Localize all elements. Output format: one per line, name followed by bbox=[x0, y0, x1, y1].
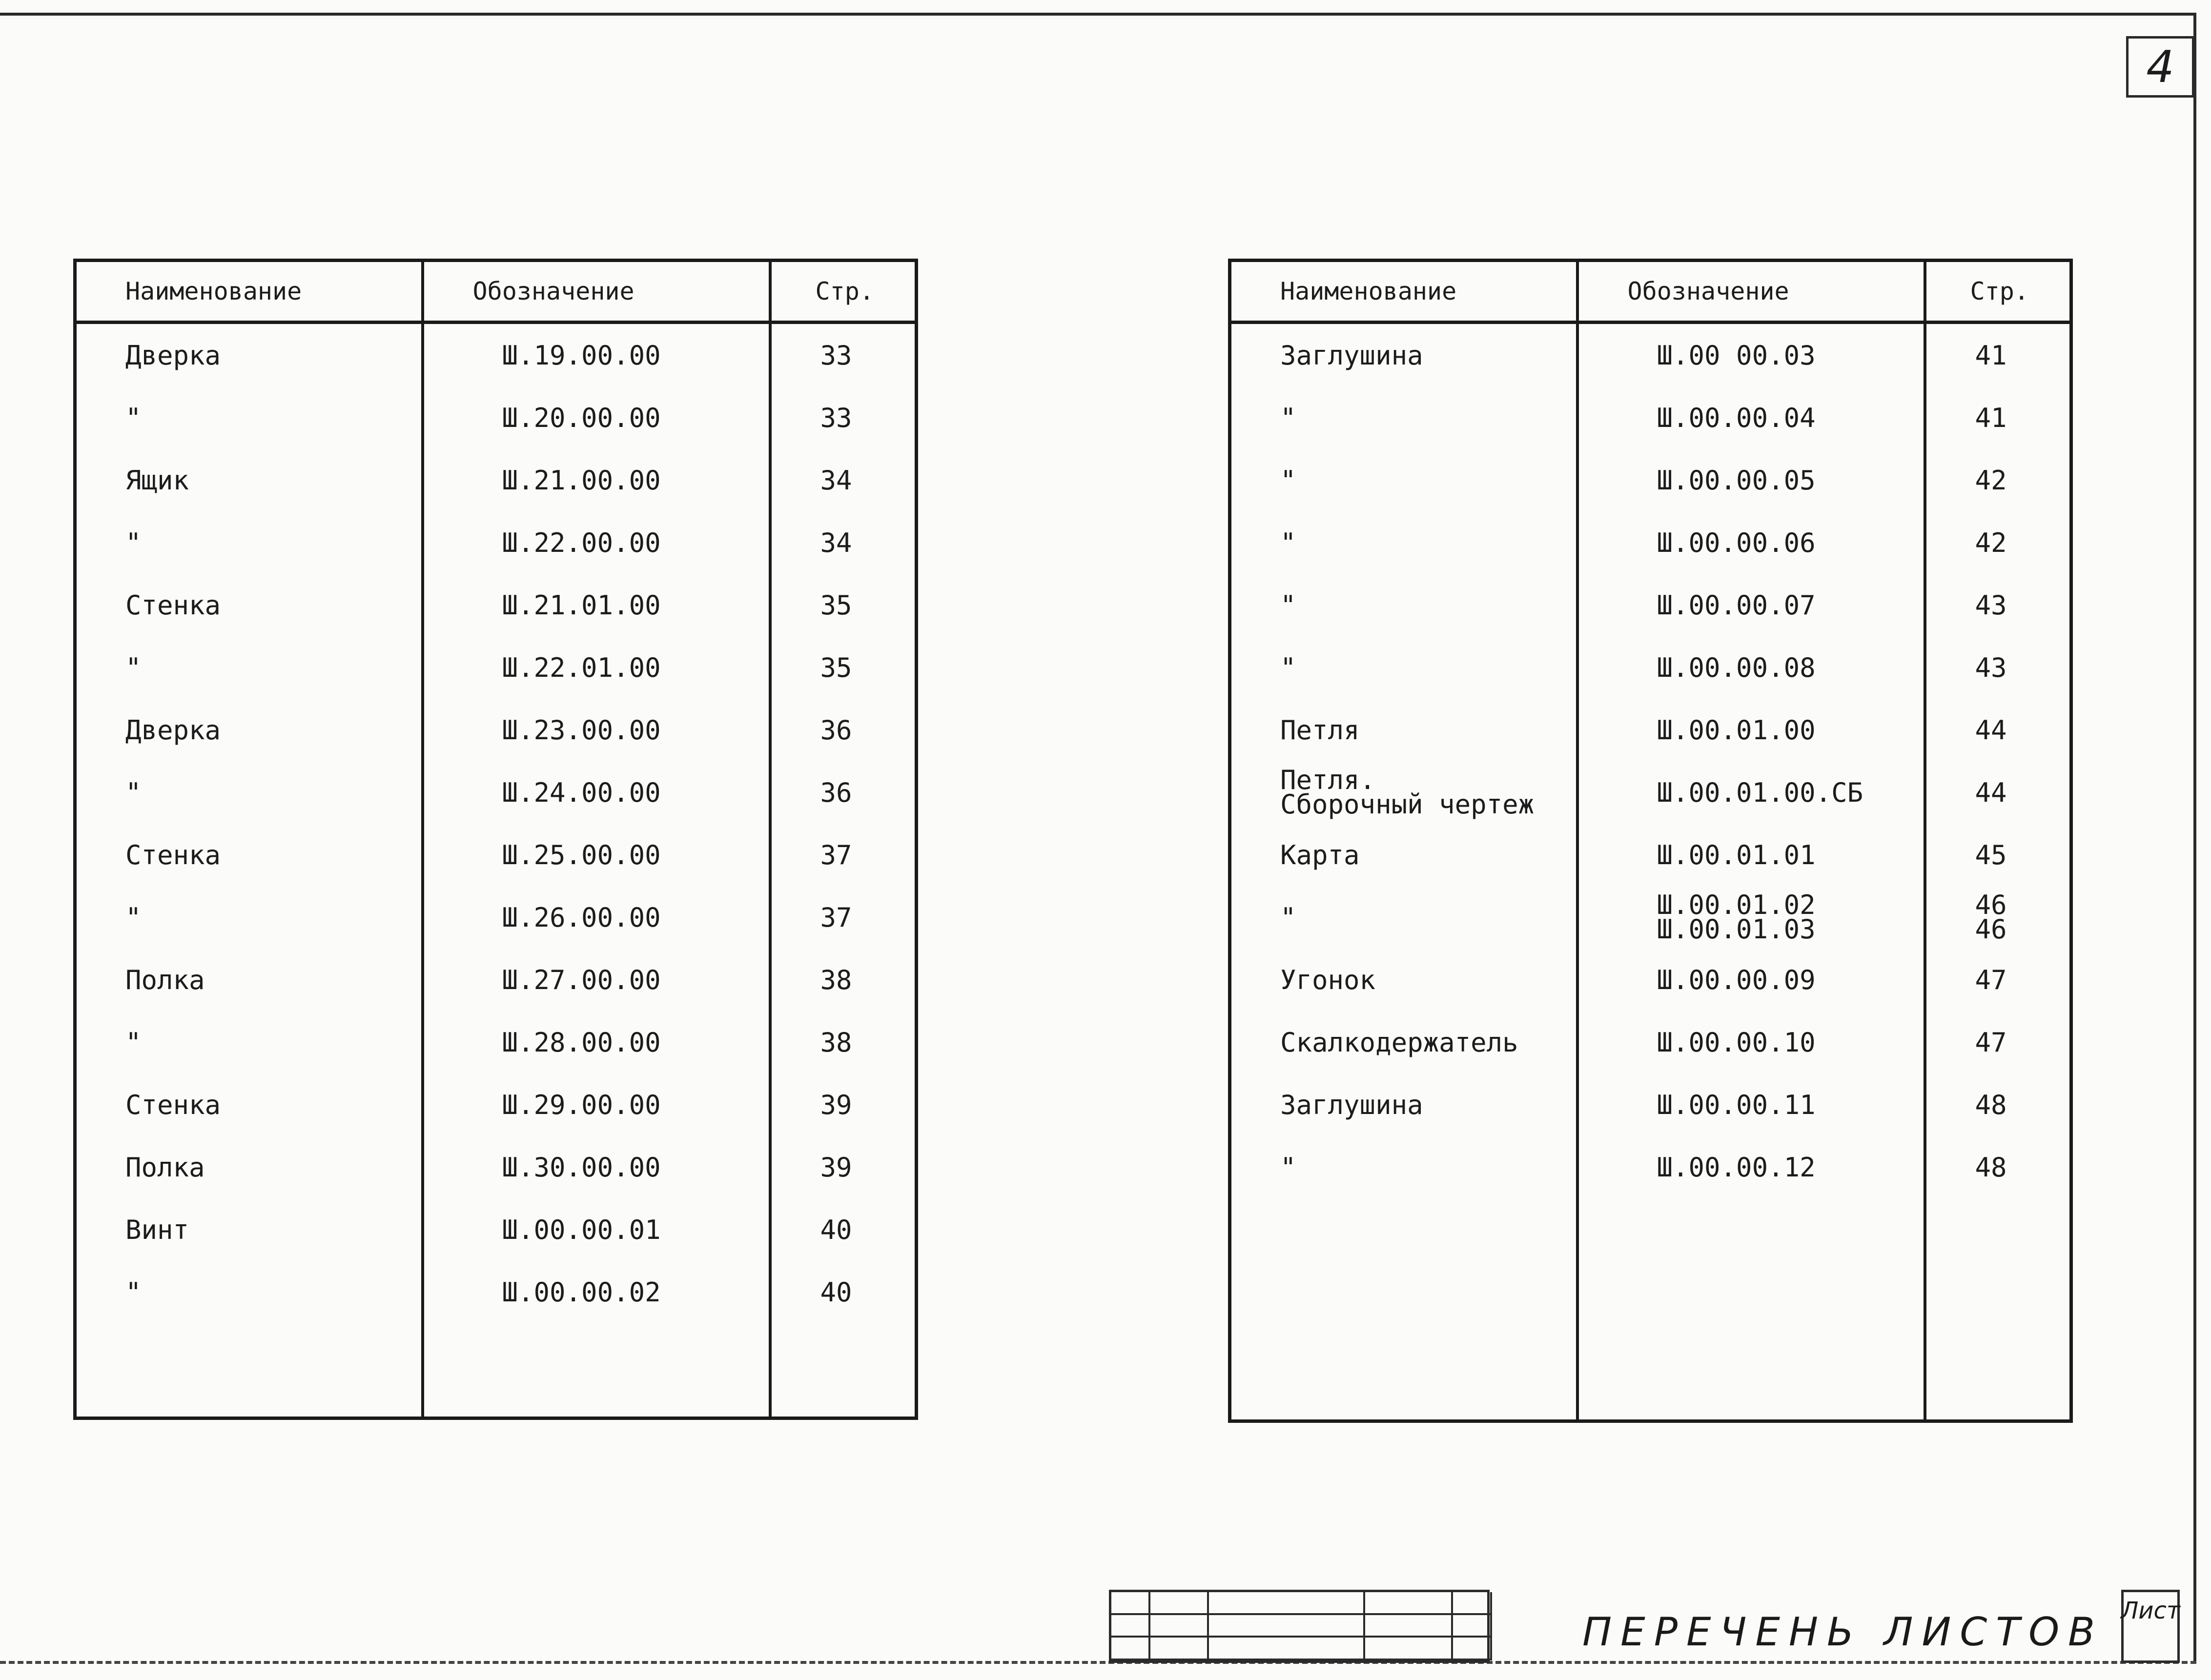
row-designation: Ш.25.00.00 bbox=[423, 824, 770, 886]
table-row bbox=[75, 699, 917, 761]
row-designation: Ш.23.00.00 bbox=[423, 699, 770, 761]
row-designation: Ш.00 00.03 bbox=[1577, 323, 1925, 387]
table-row bbox=[75, 949, 917, 1011]
row-page: 40 bbox=[820, 1214, 852, 1245]
header-page: Стр. bbox=[1925, 261, 2071, 323]
row-page: 34 bbox=[820, 527, 852, 558]
right-sheet-list-table bbox=[1228, 259, 2073, 1423]
row-page: 35 bbox=[820, 589, 852, 621]
table-row bbox=[75, 636, 917, 699]
row-page: 33 bbox=[820, 402, 852, 433]
table-row bbox=[1230, 511, 2071, 574]
header-page: Стр. bbox=[770, 261, 917, 323]
row-designation: Ш.00.00.04 bbox=[1577, 386, 1925, 449]
row-name: " bbox=[75, 1261, 423, 1323]
title-block bbox=[1109, 1590, 2183, 1663]
row-name: Дверка bbox=[75, 699, 423, 761]
row-designation: Ш.00.00.05 bbox=[1577, 449, 1925, 511]
row-name: " bbox=[75, 636, 423, 699]
row-page: 41 bbox=[1975, 402, 2007, 433]
row-designation: Ш.21.00.00 bbox=[423, 449, 770, 511]
row-name: Ящик bbox=[75, 449, 423, 511]
row-name: Полка bbox=[75, 1136, 423, 1198]
row-designation: Ш.22.00.00 bbox=[423, 511, 770, 574]
row-page: 48 bbox=[1975, 1152, 2007, 1183]
filler-row bbox=[1230, 1198, 2071, 1421]
header-name: Наименование bbox=[75, 261, 423, 323]
filler-cell bbox=[1577, 1198, 1925, 1421]
row-name: Стенка bbox=[75, 574, 423, 636]
row-designation: Ш.00.00.09 bbox=[1577, 949, 1925, 1011]
row-designation: Ш.21.01.00 bbox=[423, 574, 770, 636]
row-page: 38 bbox=[820, 964, 852, 995]
row-designation: Ш.00.00.06 bbox=[1577, 511, 1925, 574]
table-row bbox=[75, 886, 917, 949]
table-row bbox=[1230, 1073, 2071, 1136]
row-designation: Ш.22.01.00 bbox=[423, 636, 770, 699]
row-page: 38 bbox=[820, 1027, 852, 1058]
table-row bbox=[1230, 449, 2071, 511]
filler-row bbox=[75, 1323, 917, 1418]
table-row bbox=[75, 323, 917, 387]
row-name: " bbox=[1230, 574, 1577, 636]
row-page: 43 bbox=[1975, 652, 2007, 683]
table-header-row bbox=[75, 261, 917, 323]
row-name: Дверка bbox=[75, 323, 423, 387]
filler-cell bbox=[1230, 1198, 1577, 1421]
table-row bbox=[1230, 761, 2071, 824]
row-designation: Ш.00.00.10 bbox=[1577, 1011, 1925, 1073]
row-page: 42 bbox=[1975, 527, 2007, 558]
row-designation: Ш.00.00.02 bbox=[423, 1261, 770, 1323]
row-name: Угонок bbox=[1230, 949, 1577, 1011]
row-page: 35 bbox=[820, 652, 852, 683]
table-row bbox=[1230, 949, 2071, 1011]
row-name: " bbox=[1230, 636, 1577, 699]
row-page: 45 bbox=[1975, 839, 2007, 870]
row-name: " bbox=[1230, 511, 1577, 574]
document-title: ПЕРЕЧЕНЬ ЛИСТОВ bbox=[1582, 1609, 2104, 1655]
row-designation: Ш.30.00.00 bbox=[423, 1136, 770, 1198]
row-page: 39 bbox=[820, 1152, 852, 1183]
row-name: Стенка bbox=[75, 1073, 423, 1136]
row-designation: Ш.29.00.00 bbox=[423, 1073, 770, 1136]
row-designation: Ш.00.00.08 bbox=[1577, 636, 1925, 699]
table-row bbox=[75, 1073, 917, 1136]
table-row bbox=[1230, 824, 2071, 886]
row-name: " bbox=[1230, 1136, 1577, 1198]
row-designation: Ш.20.00.00 bbox=[423, 386, 770, 449]
frame-right-border bbox=[2193, 15, 2196, 1664]
row-name: " bbox=[1230, 886, 1577, 949]
table-row bbox=[75, 1261, 917, 1323]
row-name: " bbox=[1230, 386, 1577, 449]
row-page: 47 bbox=[1975, 964, 2007, 995]
table-row bbox=[75, 1198, 917, 1261]
row-name: Карта bbox=[1230, 824, 1577, 886]
row-designation: Ш.00.01.02 Ш.00.01.03 bbox=[1577, 886, 1925, 949]
row-designation: Ш.27.00.00 bbox=[423, 949, 770, 1011]
row-name: Скалкодержатель bbox=[1230, 1011, 1577, 1073]
row-page: 48 bbox=[1975, 1089, 2007, 1120]
row-designation: Ш.26.00.00 bbox=[423, 886, 770, 949]
table-row bbox=[75, 824, 917, 886]
table-row bbox=[75, 386, 917, 449]
row-name: Заглушина bbox=[1230, 323, 1577, 387]
table-row bbox=[75, 574, 917, 636]
table-row bbox=[75, 449, 917, 511]
row-page: 37 bbox=[820, 839, 852, 870]
row-designation: Ш.00.00.12 bbox=[1577, 1136, 1925, 1198]
row-name: " bbox=[75, 511, 423, 574]
row-name: " bbox=[75, 886, 423, 949]
row-name: " bbox=[75, 1011, 423, 1073]
table-row bbox=[1230, 386, 2071, 449]
table-row bbox=[75, 511, 917, 574]
filler-cell bbox=[423, 1323, 770, 1418]
row-designation: Ш.19.00.00 bbox=[423, 323, 770, 387]
filler-cell bbox=[75, 1323, 423, 1418]
left-sheet-list-table bbox=[73, 259, 918, 1420]
row-page: 44 bbox=[1975, 777, 2007, 808]
sheet-label: Лист bbox=[2121, 1590, 2180, 1663]
row-designation: Ш.00.01.01 bbox=[1577, 824, 1925, 886]
table-header-row bbox=[1230, 261, 2071, 323]
header-name: Наименование bbox=[1230, 261, 1577, 323]
row-name: Заглушина bbox=[1230, 1073, 1577, 1136]
row-page: 37 bbox=[820, 902, 852, 933]
row-name: " bbox=[75, 386, 423, 449]
row-name: Винт bbox=[75, 1198, 423, 1261]
row-name: " bbox=[1230, 449, 1577, 511]
table-row bbox=[1230, 1011, 2071, 1073]
table-row bbox=[1230, 699, 2071, 761]
table-row bbox=[1230, 323, 2071, 387]
row-name: Полка bbox=[75, 949, 423, 1011]
row-page: 43 bbox=[1975, 589, 2007, 621]
header-designation: Обозначение bbox=[423, 261, 770, 323]
row-page: 36 bbox=[820, 777, 852, 808]
row-page: 44 bbox=[1975, 714, 2007, 746]
row-designation: Ш.00.00.01 bbox=[423, 1198, 770, 1261]
table-row bbox=[1230, 1136, 2071, 1198]
table-row bbox=[75, 1011, 917, 1073]
row-page: 41 bbox=[1975, 340, 2007, 371]
table-row bbox=[1230, 574, 2071, 636]
row-page: 40 bbox=[820, 1276, 852, 1308]
row-designation: Ш.24.00.00 bbox=[423, 761, 770, 824]
row-name: Стенка bbox=[75, 824, 423, 886]
header-designation: Обозначение bbox=[1577, 261, 1925, 323]
row-name: " bbox=[75, 761, 423, 824]
row-designation: Ш.00.01.00.СБ bbox=[1577, 761, 1925, 824]
row-page: 33 bbox=[820, 340, 852, 371]
page-number: 4 bbox=[2146, 41, 2174, 93]
row-name: Петля bbox=[1230, 699, 1577, 761]
row-page: 47 bbox=[1975, 1027, 2007, 1058]
table-row bbox=[75, 1136, 917, 1198]
row-page: 39 bbox=[820, 1089, 852, 1120]
right-table-body bbox=[1230, 323, 2071, 1421]
left-table-body bbox=[75, 323, 917, 1418]
row-page: 46 46 bbox=[1975, 890, 2007, 945]
row-designation: Ш.00.01.00 bbox=[1577, 699, 1925, 761]
row-designation: Ш.28.00.00 bbox=[423, 1011, 770, 1073]
row-name: Петля. Сборочный чертеж bbox=[1230, 761, 1577, 824]
title-block-grid bbox=[1109, 1590, 1490, 1663]
row-page: 42 bbox=[1975, 465, 2007, 496]
table-row bbox=[1230, 886, 2071, 949]
row-designation: Ш.00.00.07 bbox=[1577, 574, 1925, 636]
filler-cell bbox=[1925, 1198, 2071, 1421]
row-designation: Ш.00.00.11 bbox=[1577, 1073, 1925, 1136]
page-number-box bbox=[2126, 36, 2194, 98]
row-page: 34 bbox=[820, 465, 852, 496]
frame-top-border bbox=[0, 13, 2196, 16]
table-row bbox=[75, 761, 917, 824]
table-row bbox=[1230, 636, 2071, 699]
row-page: 36 bbox=[820, 714, 852, 746]
filler-cell bbox=[770, 1323, 917, 1418]
